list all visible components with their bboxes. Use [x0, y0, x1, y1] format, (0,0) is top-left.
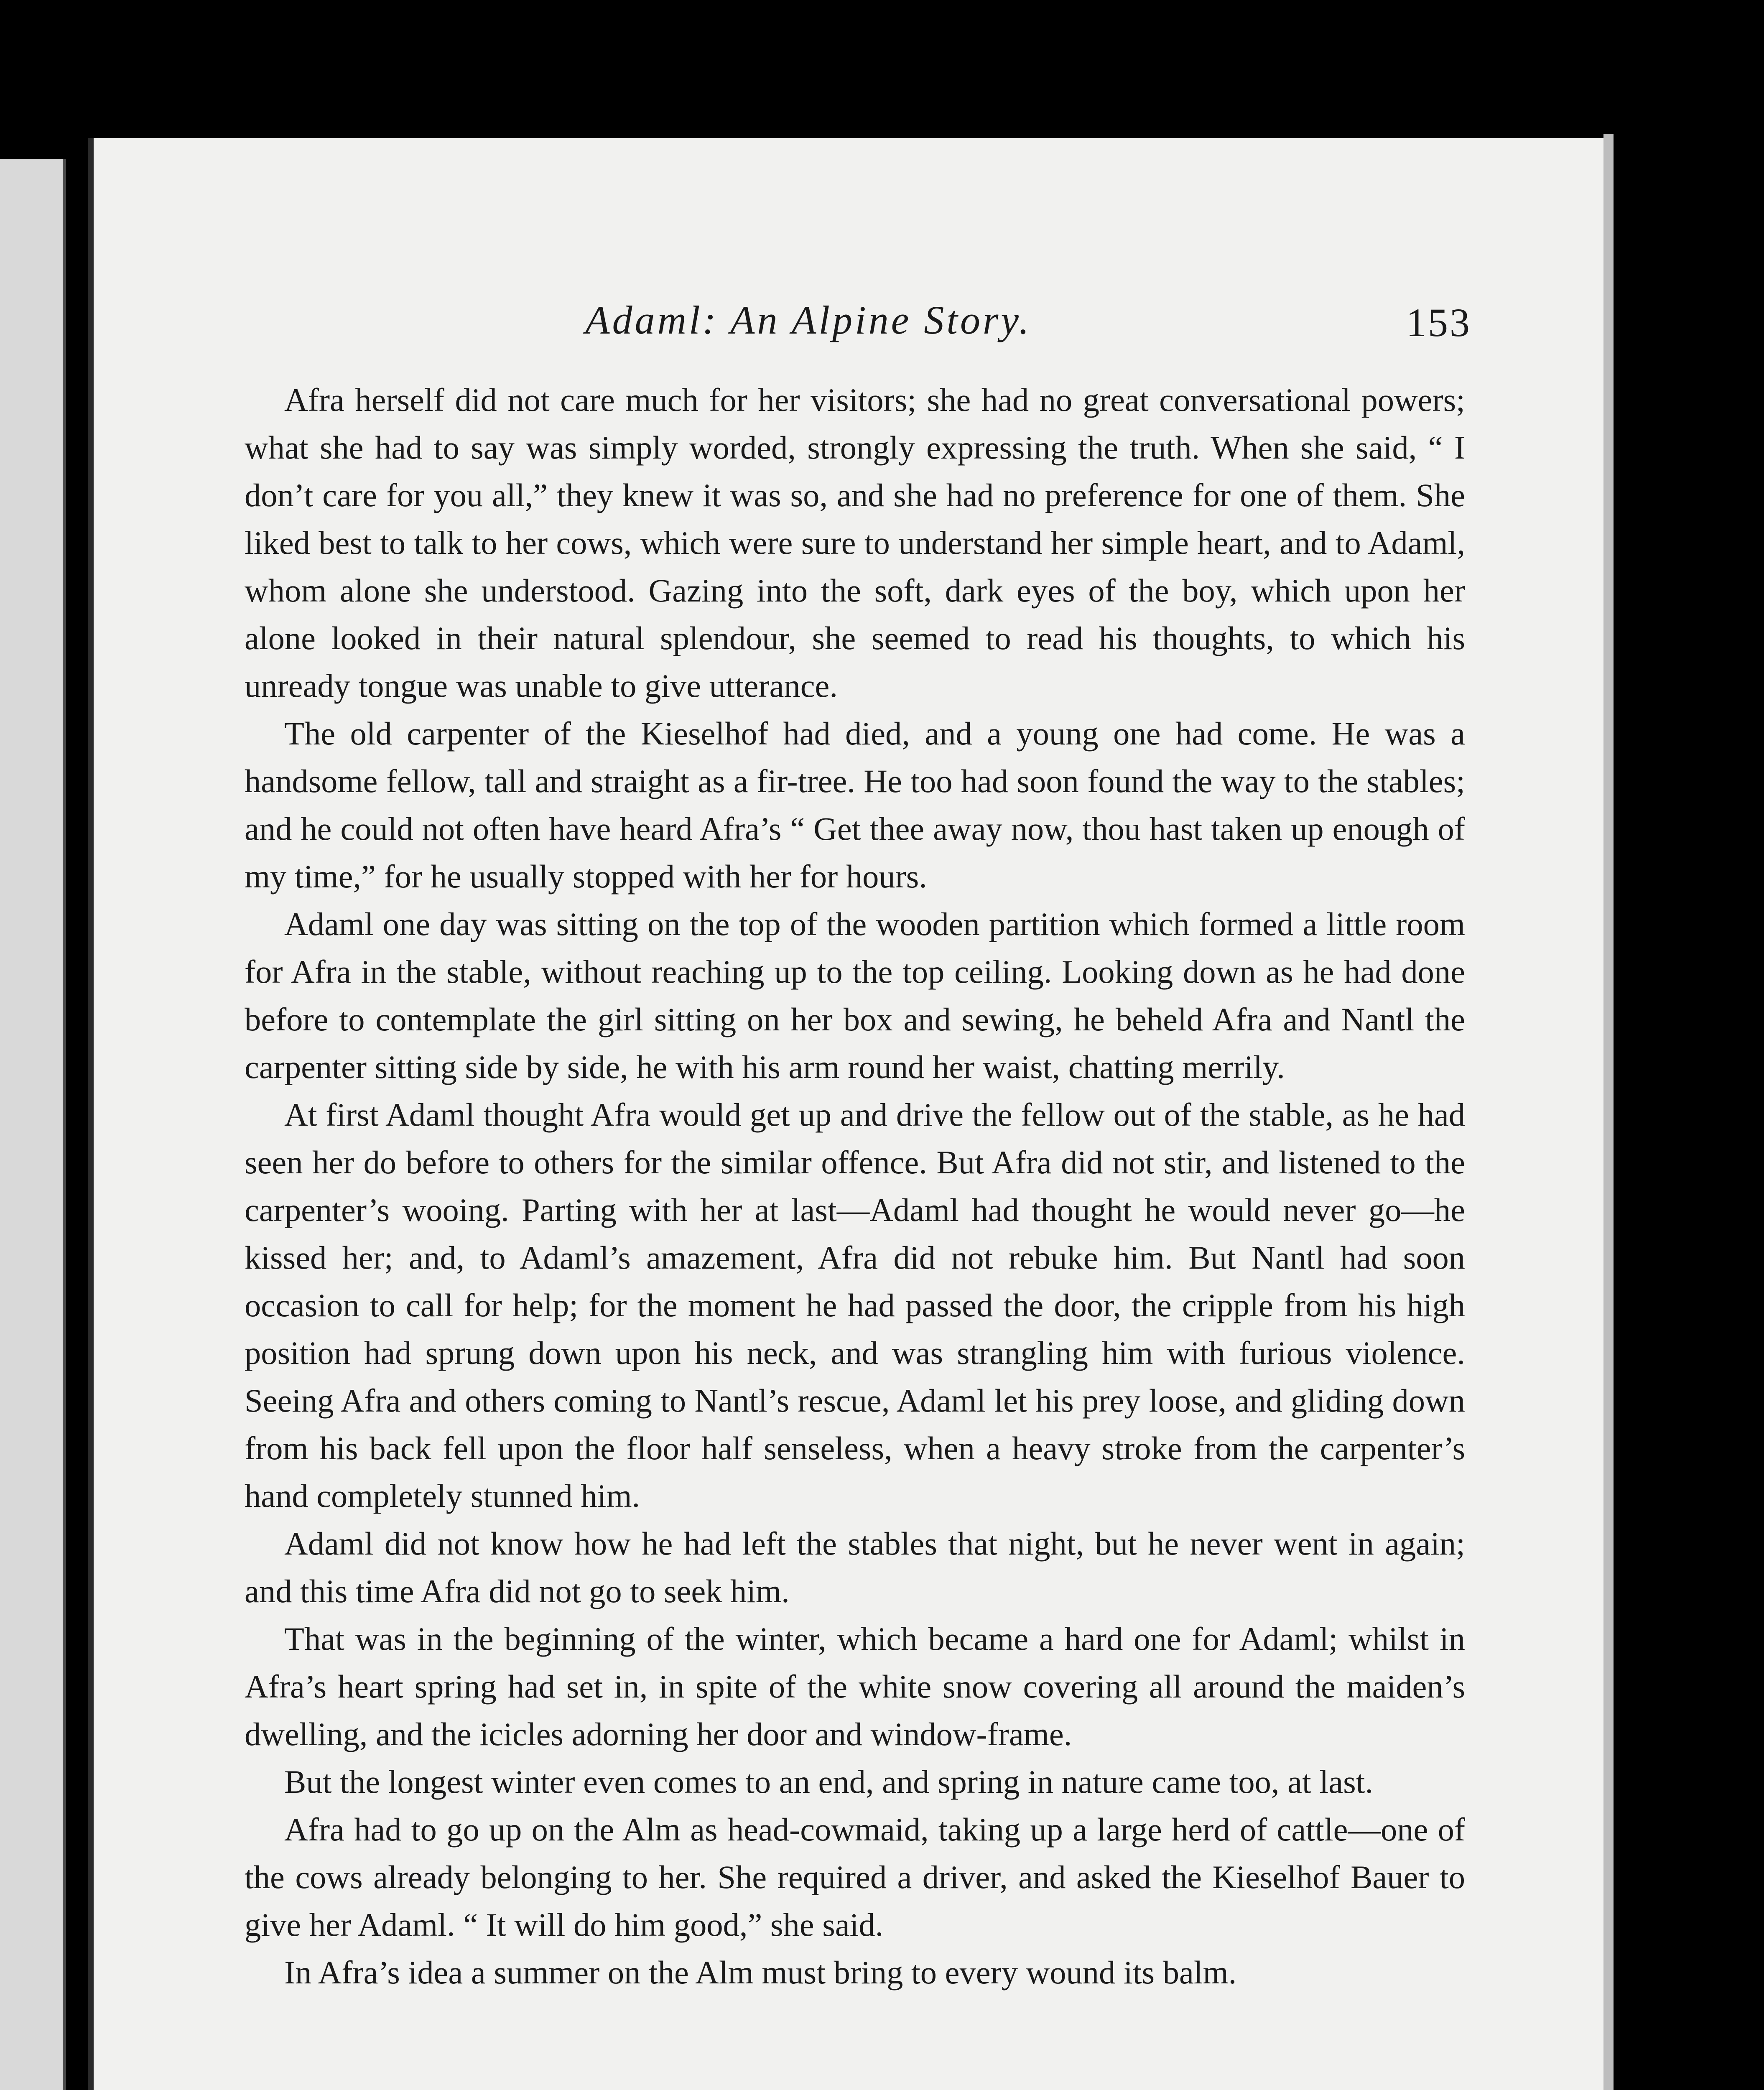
page-number: 153	[1406, 300, 1471, 345]
paragraph: The old carpenter of the Kieselhof had died, and a young one had come. He was a handsome fellow, tall and straight as a fir-tree. He too had soon found the way to the stables; and he could not often have heard Afra’s “ Get thee away now, thou hast taken up enough of my time,” for he usually stopped with her for hours.	[245, 715, 1465, 895]
running-title: Adaml: An Alpine Story.	[585, 298, 1032, 342]
paragraph: In Afra’s idea a summer on the Alm must bring to every wound its balm.	[284, 1954, 1237, 1991]
paragraph: Adaml did not know how he had left the stables that night, but he never went in again; and this time Afra did not go to seek him.	[245, 1525, 1465, 1609]
paragraph: Adaml one day was sitting on the top of the wooden partition which formed a little room for Afra in the stable, without reaching up to the top ceiling. Looking down as he had done before to contemplate the girl sitting on her box and sewing, he beheld Afra and Nantl the carpenter sitting side by side, he with his arm round her waist, chatting merrily.	[245, 906, 1465, 1085]
page-right-edge	[1603, 134, 1614, 2090]
paragraph: But the longest winter even comes to an end, and spring in nature came too, at last.	[284, 1764, 1374, 1800]
paragraph: Afra herself did not care much for her visitors; she had no great conversational powers; what she had to say was simply worded, strongly expressing the truth. When she said, “ I don’t care for you all,” they knew it was so, and she had no preference for one of them. She liked best to talk to her cows, which were sure to understand her simple heart, and to Adaml, whom alone she understood. Gazing into the soft, dark eyes of the boy, which upon her alone looked in their natural splendour, she seemed to read his thoughts, to which his unready tongue was unable to give utterance.	[245, 382, 1465, 704]
paragraph: That was in the beginning of the winter, which became a hard one for Adaml; whilst in Afra’s heart spring had set in, in spite of the white snow covering all around the maiden’s dwelling, and the icicles adorning her door and window-frame.	[245, 1621, 1465, 1752]
paragraph: Afra had to go up on the Alm as head-cowmaid, taking up a large herd of cattle—one of the cows already belonging to her. She required a driver, and asked the Kieselhof Bauer to give her Adaml. “ It will do him good,” she said.	[245, 1811, 1465, 1943]
paragraph: At first Adaml thought Afra would get up and drive the fellow out of the stable, as he had seen her do before to others for the similar offence. But Afra did not stir, and listened to the carpenter’s wooing. Parting with her at last—Adaml had thought he would never go—he kissed her; and, to Adaml’s amazement, Afra did not rebuke him. But Nantl had soon occasion to call for help; for the moment he had passed the door, the cripple from his high position had sprung down upon his neck, and was strangling him with furious violence. Seeing Afra and others coming to Nantl’s rescue, Adaml let his prey loose, and gliding down from his back fell upon the floor half senseless, when a heavy stroke from the carpenter’s hand completely stunned him.	[245, 1096, 1465, 1514]
body-text	[245, 376, 1465, 2090]
previous-page-edge	[0, 159, 66, 2090]
page-header	[502, 288, 1471, 355]
